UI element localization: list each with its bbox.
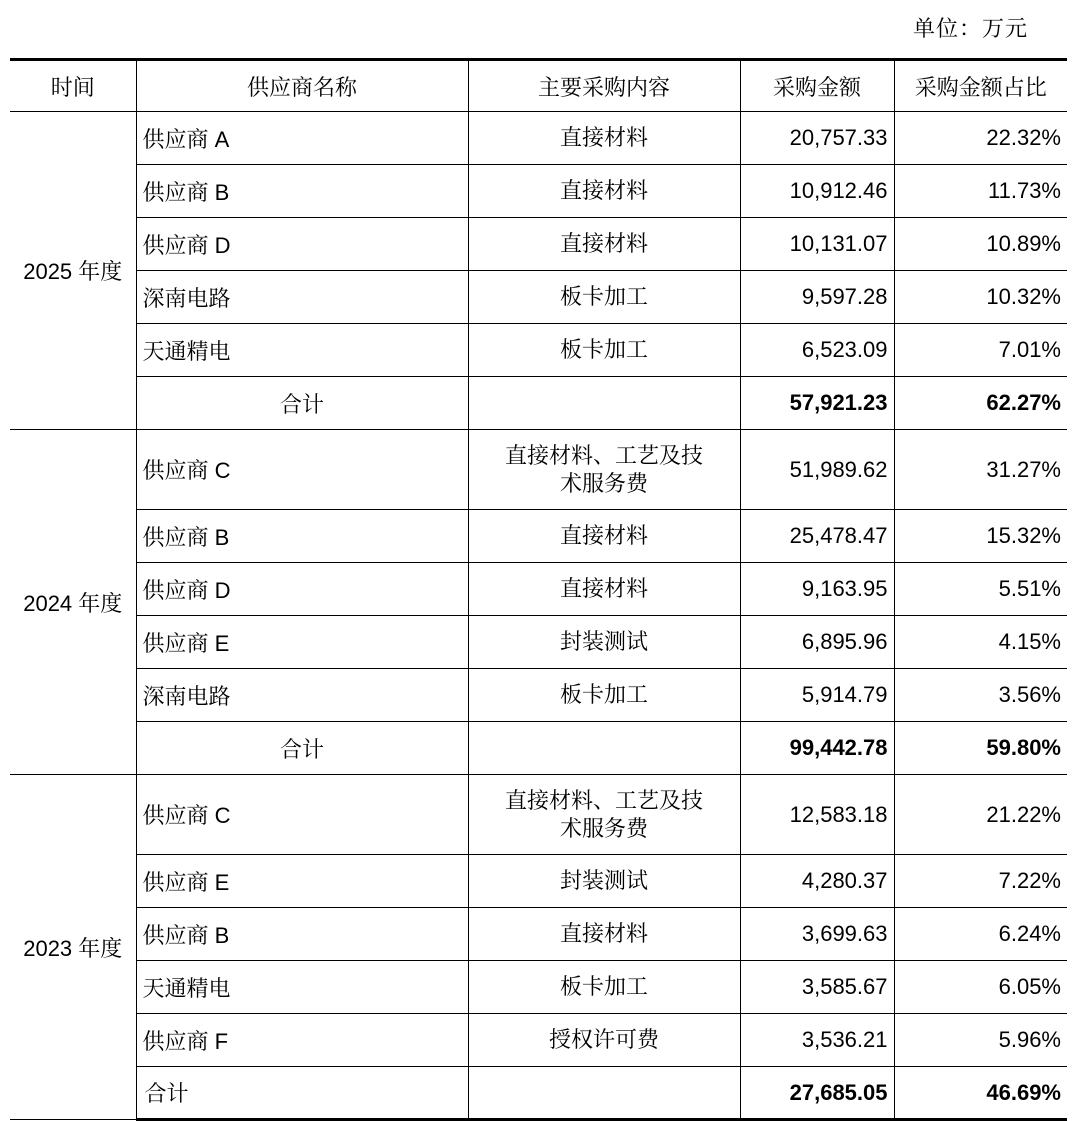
amount-cell: 25,478.47	[740, 510, 894, 563]
header-time: 时间	[10, 60, 136, 112]
year-cell: 2025 年度	[10, 112, 136, 430]
table-row	[10, 961, 1067, 1014]
supplier-cell: 供应商 F	[136, 1014, 468, 1067]
ratio-cell: 4.15%	[894, 616, 1067, 669]
ratio-cell: 22.32%	[894, 112, 1067, 165]
table-row	[10, 669, 1067, 722]
table-row	[10, 1014, 1067, 1067]
subtotal-ratio: 46.69%	[894, 1067, 1067, 1120]
content-cell: 板卡加工	[468, 961, 740, 1014]
table-row	[10, 563, 1067, 616]
amount-cell: 3,699.63	[740, 908, 894, 961]
content-cell: 授权许可费	[468, 1014, 740, 1067]
supplier-cell: 供应商 E	[136, 616, 468, 669]
content-cell: 板卡加工	[468, 271, 740, 324]
header-row	[10, 60, 1067, 112]
amount-cell: 12,583.18	[740, 775, 894, 855]
ratio-cell: 11.73%	[894, 165, 1067, 218]
content-cell: 直接材料	[468, 563, 740, 616]
amount-cell: 6,523.09	[740, 324, 894, 377]
subtotal-label: 合计	[136, 377, 468, 430]
supplier-cell: 供应商 B	[136, 510, 468, 563]
supplier-purchase-table	[10, 58, 1067, 1121]
amount-cell: 6,895.96	[740, 616, 894, 669]
empty-cell	[468, 722, 740, 775]
supplier-cell: 供应商 C	[136, 775, 468, 855]
content-cell: 板卡加工	[468, 669, 740, 722]
amount-cell: 9,597.28	[740, 271, 894, 324]
ratio-cell: 5.96%	[894, 1014, 1067, 1067]
amount-cell: 5,914.79	[740, 669, 894, 722]
content-cell: 直接材料、工艺及技术服务费	[468, 775, 740, 855]
table-row	[10, 775, 1067, 855]
amount-cell: 9,163.95	[740, 563, 894, 616]
ratio-cell: 15.32%	[894, 510, 1067, 563]
table-row	[10, 908, 1067, 961]
subtotal-row	[10, 1067, 1067, 1120]
header-content: 主要采购内容	[468, 60, 740, 112]
table-row	[10, 112, 1067, 165]
subtotal-amount: 99,442.78	[740, 722, 894, 775]
ratio-cell: 10.89%	[894, 218, 1067, 271]
supplier-cell: 供应商 D	[136, 563, 468, 616]
content-cell: 封装测试	[468, 855, 740, 908]
content-cell: 直接材料	[468, 218, 740, 271]
subtotal-label: 合计	[136, 722, 468, 775]
supplier-cell: 供应商 B	[136, 165, 468, 218]
amount-cell: 10,131.07	[740, 218, 894, 271]
amount-cell: 3,536.21	[740, 1014, 894, 1067]
amount-cell: 4,280.37	[740, 855, 894, 908]
content-cell: 直接材料	[468, 510, 740, 563]
table-row	[10, 510, 1067, 563]
subtotal-row	[10, 377, 1067, 430]
empty-cell	[468, 377, 740, 430]
table-row	[10, 218, 1067, 271]
subtotal-label: 合计	[136, 1067, 468, 1120]
content-cell: 直接材料	[468, 908, 740, 961]
year-cell: 2023 年度	[10, 775, 136, 1120]
supplier-cell: 深南电路	[136, 669, 468, 722]
supplier-cell: 天通精电	[136, 324, 468, 377]
table-row	[10, 616, 1067, 669]
ratio-cell: 21.22%	[894, 775, 1067, 855]
ratio-cell: 7.01%	[894, 324, 1067, 377]
ratio-cell: 10.32%	[894, 271, 1067, 324]
subtotal-amount: 57,921.23	[740, 377, 894, 430]
table-row	[10, 855, 1067, 908]
supplier-cell: 供应商 B	[136, 908, 468, 961]
supplier-cell: 天通精电	[136, 961, 468, 1014]
empty-cell	[468, 1067, 740, 1120]
ratio-cell: 5.51%	[894, 563, 1067, 616]
ratio-cell: 6.05%	[894, 961, 1067, 1014]
header-supplier: 供应商名称	[136, 60, 468, 112]
table-row	[10, 324, 1067, 377]
content-cell: 直接材料	[468, 112, 740, 165]
ratio-cell: 6.24%	[894, 908, 1067, 961]
ratio-cell: 7.22%	[894, 855, 1067, 908]
content-cell: 直接材料	[468, 165, 740, 218]
table-row	[10, 165, 1067, 218]
supplier-cell: 供应商 D	[136, 218, 468, 271]
amount-cell: 3,585.67	[740, 961, 894, 1014]
supplier-cell: 供应商 A	[136, 112, 468, 165]
unit-label: 单位：万元	[912, 17, 1028, 42]
amount-cell: 20,757.33	[740, 112, 894, 165]
subtotal-row	[10, 722, 1067, 775]
content-cell: 封装测试	[468, 616, 740, 669]
amount-cell: 10,912.46	[740, 165, 894, 218]
supplier-cell: 深南电路	[136, 271, 468, 324]
table-row	[10, 430, 1067, 510]
amount-cell: 51,989.62	[740, 430, 894, 510]
header-ratio: 采购金额占比	[894, 60, 1067, 112]
ratio-cell: 31.27%	[894, 430, 1067, 510]
header-amount: 采购金额	[740, 60, 894, 112]
content-cell: 直接材料、工艺及技术服务费	[468, 430, 740, 510]
supplier-cell: 供应商 E	[136, 855, 468, 908]
content-cell: 板卡加工	[468, 324, 740, 377]
subtotal-ratio: 62.27%	[894, 377, 1067, 430]
subtotal-ratio: 59.80%	[894, 722, 1067, 775]
supplier-cell: 供应商 C	[136, 430, 468, 510]
year-cell: 2024 年度	[10, 430, 136, 775]
table-row	[10, 271, 1067, 324]
ratio-cell: 3.56%	[894, 669, 1067, 722]
subtotal-amount: 27,685.05	[740, 1067, 894, 1120]
